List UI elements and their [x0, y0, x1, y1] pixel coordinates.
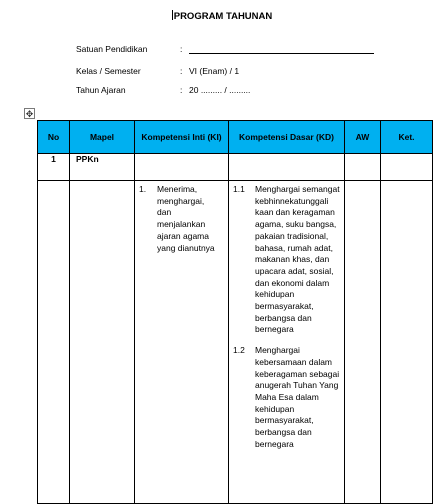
move-handle-icon[interactable]: ✥ — [25, 109, 34, 119]
cell-ki-empty — [135, 154, 229, 181]
table-row — [38, 181, 433, 504]
header-no: No — [38, 121, 70, 154]
kd-number: 1.2 — [233, 345, 245, 356]
kd-text: Menghargai kebersamaan dalam keberagaman sebagai anugerah Tuhan Yang Maha Esa dalam kehidupan bermasyarakat, berbangsa dan bernegara — [255, 345, 340, 449]
cell-ki — [135, 181, 229, 504]
info-value-kelas: VI (Enam) / 1 — [189, 66, 240, 76]
cell-ket-empty — [381, 154, 433, 181]
table-row — [38, 154, 433, 181]
cell-ket — [381, 181, 433, 504]
header-ki: Kompetensi Inti (KI) — [135, 121, 229, 154]
document-title-text: PROGRAM TAHUNAN — [173, 11, 273, 22]
kd-item — [229, 342, 344, 450]
cell-aw-empty — [345, 154, 381, 181]
info-colon: : — [180, 44, 183, 54]
ki-text: Menerima, menghargai, dan menjalankan ajaran agama yang dianutnya — [157, 184, 215, 253]
satuan-underline — [189, 53, 374, 54]
ki-item — [135, 181, 228, 254]
info-label-satuan: Satuan Pendidikan — [76, 44, 148, 54]
kd-number: 1.1 — [233, 184, 245, 194]
text-cursor — [172, 10, 173, 20]
cell-no-empty — [38, 181, 70, 504]
ki-number: 1. — [139, 184, 147, 194]
cell-kd — [229, 181, 345, 504]
cell-mapel-empty — [70, 181, 135, 504]
kd-text: Menghargai semangat kebhinnekatunggali kaan dan keragaman agama, suku bangsa, pakaian tradisional, bahasa, rumah adat, makanan khas, dan upacara adat, sosial, dan ekonomi dalam kehidupan bermasyarakat, berbangsa dan bernegara — [255, 184, 340, 335]
info-value-tahun: 20 ......... / ......... — [189, 85, 251, 95]
info-colon: : — [180, 66, 183, 76]
header-mapel: Mapel — [70, 121, 135, 154]
cell-aw — [345, 181, 381, 504]
info-colon: : — [180, 85, 183, 95]
header-ket: Ket. — [381, 121, 433, 154]
program-table — [37, 120, 433, 504]
document-title — [0, 10, 444, 22]
cell-kd-empty — [229, 154, 345, 181]
table-header-row — [38, 121, 433, 154]
cell-mapel: PPKn — [70, 154, 135, 181]
header-aw: AW — [345, 121, 381, 154]
info-label-kelas: Kelas / Semester — [76, 66, 141, 76]
info-label-tahun: Tahun Ajaran — [76, 85, 126, 95]
cell-no: 1 — [38, 154, 70, 181]
header-kd: Kompetensi Dasar (KD) — [229, 121, 345, 154]
kd-item — [229, 181, 344, 336]
